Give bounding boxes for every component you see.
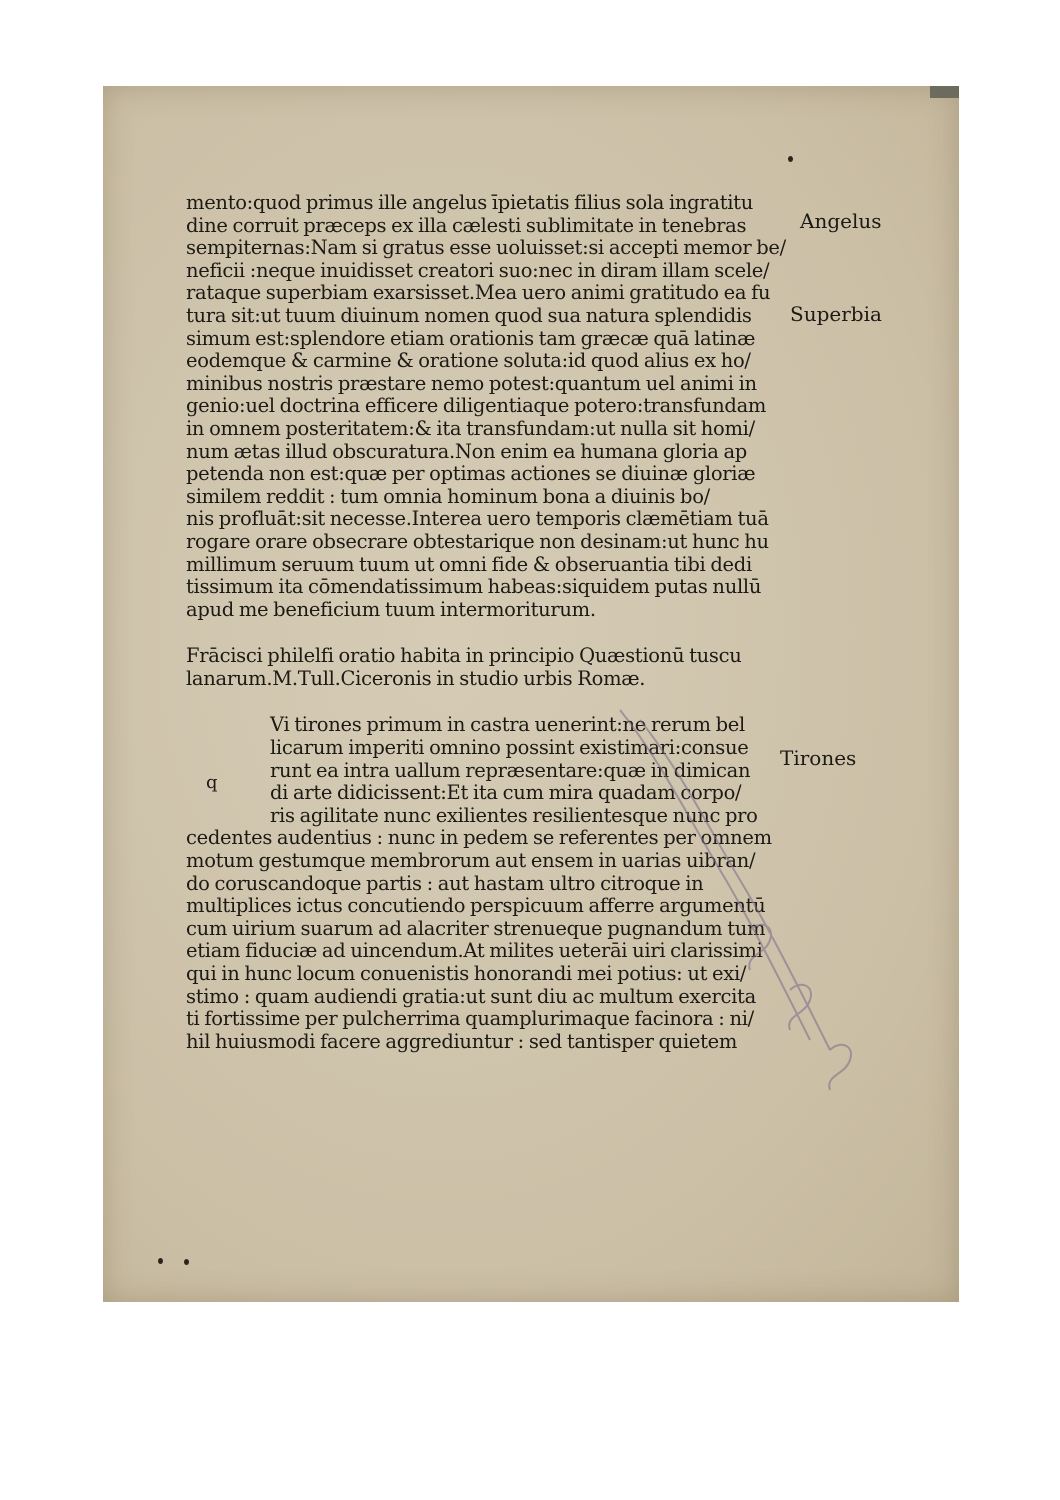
text-line: neficii :neque inuidisset creatori suo:nec in diram illam scele/ — [186, 258, 770, 282]
text-line: mento:quod primus ille angelus īpietatis filius sola ingratitu — [186, 191, 753, 214]
main-text-block — [186, 192, 786, 1053]
text-line: ti fortissime per pulcherrima quamplurimaque facinora : ni/ — [186, 1007, 754, 1031]
text-line: sempiternas:Nam si gratus esse uoluisset:si accepti memor be/ — [186, 236, 786, 260]
paragraph-indented-opening — [186, 714, 786, 827]
paragraph-continuation — [186, 827, 786, 1053]
text-line: cedentes audentius : nunc in pedem se referentes per omnem — [186, 826, 772, 850]
text-line: etiam fiduciæ ad uincendum.At milites ueterāi uiri clarissimi — [186, 939, 763, 963]
text-line: similem reddit : tum omnia hominum bona a diuinis bo/ — [186, 484, 710, 508]
margin-note-angelus: Angelus — [800, 209, 882, 233]
margin-note-tirones: Tirones — [780, 746, 857, 770]
ink-dot — [158, 1258, 163, 1264]
ink-dot — [788, 156, 793, 162]
text-line: num ætas illud obscuratura.Non enim ea humana gloria ap — [186, 439, 747, 463]
text-line: tura sit:ut tuum diuinum nomen quod sua natura splendidis — [186, 303, 752, 327]
text-line: in omnem posteritatem:& ita transfundam:ut nulla sit homi/ — [186, 416, 755, 440]
text-line: rataque superbiam exarsisset.Mea uero animi gratitudo ea fu — [186, 281, 771, 305]
guide-letter: q — [206, 772, 218, 793]
text-line: nis profluāt:sit necesse.Interea uero temporis clæmētiam tuā — [186, 507, 769, 531]
text-line: millimum seruum tuum ut omni fide & obseruantia tibi dedi — [186, 552, 752, 576]
text-line: licarum imperiti omnino possint existimari:consue — [270, 736, 749, 760]
text-line: Frācisci philelfi oratio habita in principio Quæstionū tuscu — [186, 644, 742, 668]
text-line: tissimum ita cōmendatissimum habeas:siquidem putas nullū — [186, 575, 762, 599]
text-line: cum uirium suarum ad alacriter strenueque pugnandum tum — [186, 916, 766, 940]
text-line: simum est:splendore etiam orationis tam græcæ quā latinæ — [186, 326, 756, 350]
spacer — [186, 621, 786, 645]
text-line: di arte didicissent:Et ita cum mira quadam corpo/ — [270, 781, 742, 805]
text-line: hil huiusmodi facere aggrediuntur : sed tantisper quietem — [186, 1029, 738, 1053]
spacer — [186, 690, 786, 714]
margin-note-superbia: Superbia — [790, 302, 882, 326]
text-line: petenda non est:quæ per optimas actiones se diuinæ gloriæ — [186, 462, 756, 486]
text-line: stimo : quam audiendi gratia:ut sunt diu ac multum exercita — [186, 984, 756, 1008]
text-line: motum gestumque membrorum aut ensem in uarias uibran/ — [186, 849, 756, 873]
text-line: dine corruit præceps ex illa cælesti sublimitate in tenebras — [186, 213, 747, 237]
text-line: Vi tirones primum in castra uenerint:ne rerum bel — [270, 713, 745, 737]
text-line: genio:uel doctrina efficere diligentiaque potero:transfundam — [186, 394, 767, 418]
text-line: minibus nostris præstare nemo potest:quantum uel animi in — [186, 371, 757, 395]
text-line: multiplices ictus concutiendo perspicuum afferre argumentū — [186, 894, 766, 918]
text-line: apud me beneficium tuum intermoriturum. — [186, 597, 596, 621]
text-line: qui in hunc locum conuenistis honorandi mei potius: ut exi/ — [186, 962, 747, 985]
text-line: runt ea intra uallum repræsentare:quæ in dimican — [270, 758, 751, 782]
oration-heading — [186, 645, 786, 690]
text-line: do coruscandoque partis : aut hastam ultro citroque in — [186, 871, 704, 895]
ink-dot — [184, 1259, 189, 1265]
text-line: eodemque & carmine & oratione soluta:id quod alius ex ho/ — [186, 349, 751, 373]
page-edge — [930, 86, 959, 98]
text-line: rogare orare obsecrare obtestarique non desinam:ut hunc hu — [186, 529, 769, 553]
paragraph-end-of-previous-oration — [186, 192, 786, 621]
text-line: ris agilitate nunc exilientes resilientesque nunc pro — [270, 803, 758, 827]
text-line: lanarum.M.Tull.Ciceronis in studio urbis Romæ. — [186, 666, 646, 690]
